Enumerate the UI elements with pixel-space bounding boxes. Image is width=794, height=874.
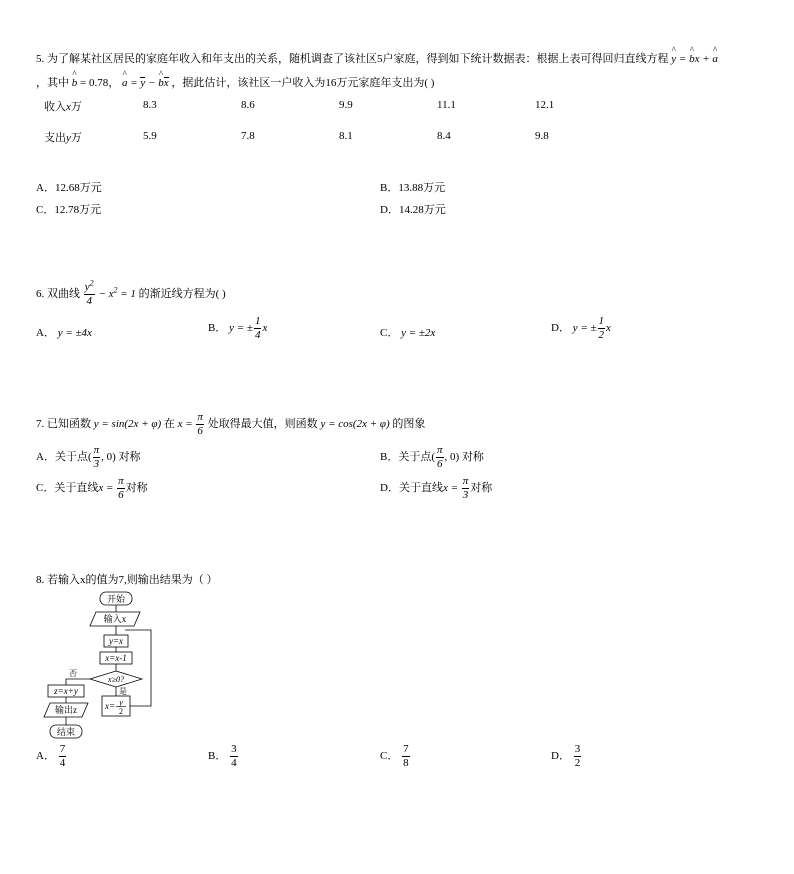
- q5-option-b[interactable]: B．13.88万元: [380, 182, 446, 194]
- q8-stem: 8. 若输入x的值为7,则输出结果为（ ）: [36, 574, 218, 586]
- q6-option-c[interactable]: C． y = ±2x: [380, 327, 436, 339]
- q7-option-c[interactable]: C．关于直线x = $\frac{\pi}{6}$ 对称: [36, 475, 148, 501]
- table-cell: 8.1: [339, 130, 353, 142]
- sin-function: y = sin(2x + φ): [93, 418, 162, 431]
- table-row-label-expense: 支出y万: [44, 132, 82, 144]
- flow-half-label: x=: [105, 701, 116, 711]
- option-a-math: y = ±4x: [57, 327, 92, 339]
- flow-no-label: 否: [69, 669, 77, 678]
- flow-start-label: 开始: [106, 594, 126, 604]
- regression-equation: ^ y = ^ bx + ^ a: [671, 53, 718, 65]
- fraction-3-4: $\frac{3}{4}$: [231, 743, 237, 769]
- q6-stem: 6. 双曲线 $\frac{y^2}{4}$ − $x^2 = 1$ 的渐近线方程为( ): [36, 278, 226, 307]
- table-cell: 9.9: [339, 99, 353, 111]
- option-d-math: y = ± $\frac{1}{2}$ x: [572, 315, 611, 341]
- table-cell: 11.1: [437, 99, 456, 111]
- fraction-7-4: $\frac{7}{4}$: [59, 743, 66, 769]
- hyperbola-equation: − $x^2 = 1$: [98, 285, 136, 301]
- table-cell: 8.4: [437, 130, 451, 142]
- q8-option-c[interactable]: C． $\frac{7}{8}$: [380, 743, 409, 769]
- flow-end-label: 结束: [56, 727, 76, 737]
- flowchart: [30, 588, 170, 743]
- x-equals-pi-over-6: x = $\frac{\pi}{6}$: [177, 411, 203, 437]
- q8-option-b[interactable]: B． $\frac{3}{4}$: [208, 743, 237, 769]
- flow-input-label: 输入x: [103, 614, 127, 624]
- q6-option-b[interactable]: B． y = ± $\frac{1}{4}$ x: [208, 315, 268, 341]
- flow-half-num: y: [119, 698, 123, 707]
- fraction-3-2: $\frac{3}{2}$: [574, 743, 581, 769]
- q5-option-a[interactable]: A．12.68万元: [36, 182, 102, 194]
- option-b-math: y = ± $\frac{1}{4}$ x: [229, 315, 268, 341]
- q5-stem-line2: ，其中 ^ b = 0.78， ^ a = y − ^ bx ，据此估计，该社区一户收入为16万元家庭年支出为( ): [36, 74, 434, 90]
- q6-option-d[interactable]: D． y = ± $\frac{1}{2}$ x: [551, 315, 611, 341]
- q7-option-b[interactable]: B．关于点( $\frac{\pi}{6}$ , 0) 对称: [380, 444, 484, 470]
- q6-option-a[interactable]: A． y = ±4x: [36, 327, 92, 339]
- q7-option-d[interactable]: D．关于直线x = $\frac{\pi}{3}$ 对称: [380, 475, 493, 501]
- flow-half-den: 2: [119, 707, 123, 716]
- q5-option-c[interactable]: C．12.78万元: [36, 204, 102, 216]
- q7-stem: 7. 已知函数 y = sin(2x + φ) 在 x = $\frac{\pi}{6}$ 处取得最大值，则函数 y = cos(2x + φ) 的图象: [36, 411, 426, 437]
- option-c-math: y = ±2x: [401, 327, 436, 339]
- fraction-7-8: $\frac{7}{8}$: [403, 743, 409, 769]
- cos-function: y = cos(2x + φ): [320, 418, 390, 431]
- table-cell: 8.3: [143, 99, 157, 111]
- flow-condition-label: x≥0?: [108, 675, 124, 684]
- q5-stem-line1: 5. 为了解某社区居民的家庭年收入和年支出的关系，随机调查了该社区5户家庭，得到如下统计数据表：根据上表可得回归直线方程 ^ y = ^ bx + ^ a: [36, 50, 718, 66]
- flow-assign-y-label: y=x: [108, 636, 124, 646]
- flow-assign-x-label: x=x-1: [105, 653, 127, 663]
- pi-over-6: $\frac{\pi}{6}$: [437, 444, 443, 470]
- table-cell: 8.6: [241, 99, 255, 111]
- table-row-label-income: 收入x万: [44, 101, 82, 113]
- pi-over-3: $\frac{\pi}{3}$: [93, 444, 100, 470]
- flow-z-label: z=x+y: [54, 686, 78, 696]
- flow-yes-label: 是: [119, 687, 127, 696]
- q8-option-d[interactable]: D． $\frac{3}{2}$: [551, 743, 581, 769]
- table-cell: 12.1: [535, 99, 555, 111]
- q7-option-a[interactable]: A．关于点( $\frac{\pi}{3}$ , 0) 对称: [36, 444, 141, 470]
- x-equals-pi-over-6: x = $\frac{\pi}{6}$: [98, 475, 124, 501]
- a-hat-formula: ^ a = y − ^ bx: [122, 77, 169, 89]
- flow-output-label: 输出z: [55, 705, 77, 715]
- table-cell: 5.9: [143, 130, 157, 142]
- q5-option-d[interactable]: D．14.28万元: [380, 204, 446, 216]
- b-hat: ^ b: [72, 77, 78, 89]
- q8-option-a[interactable]: A． $\frac{7}{4}$: [36, 743, 66, 769]
- x-equals-pi-over-3: x = $\frac{\pi}{3}$: [442, 475, 469, 501]
- table-cell: 7.8: [241, 130, 255, 142]
- y2-over-4: $\frac{y^2}{4}$: [84, 278, 94, 307]
- table-cell: 9.8: [535, 130, 549, 142]
